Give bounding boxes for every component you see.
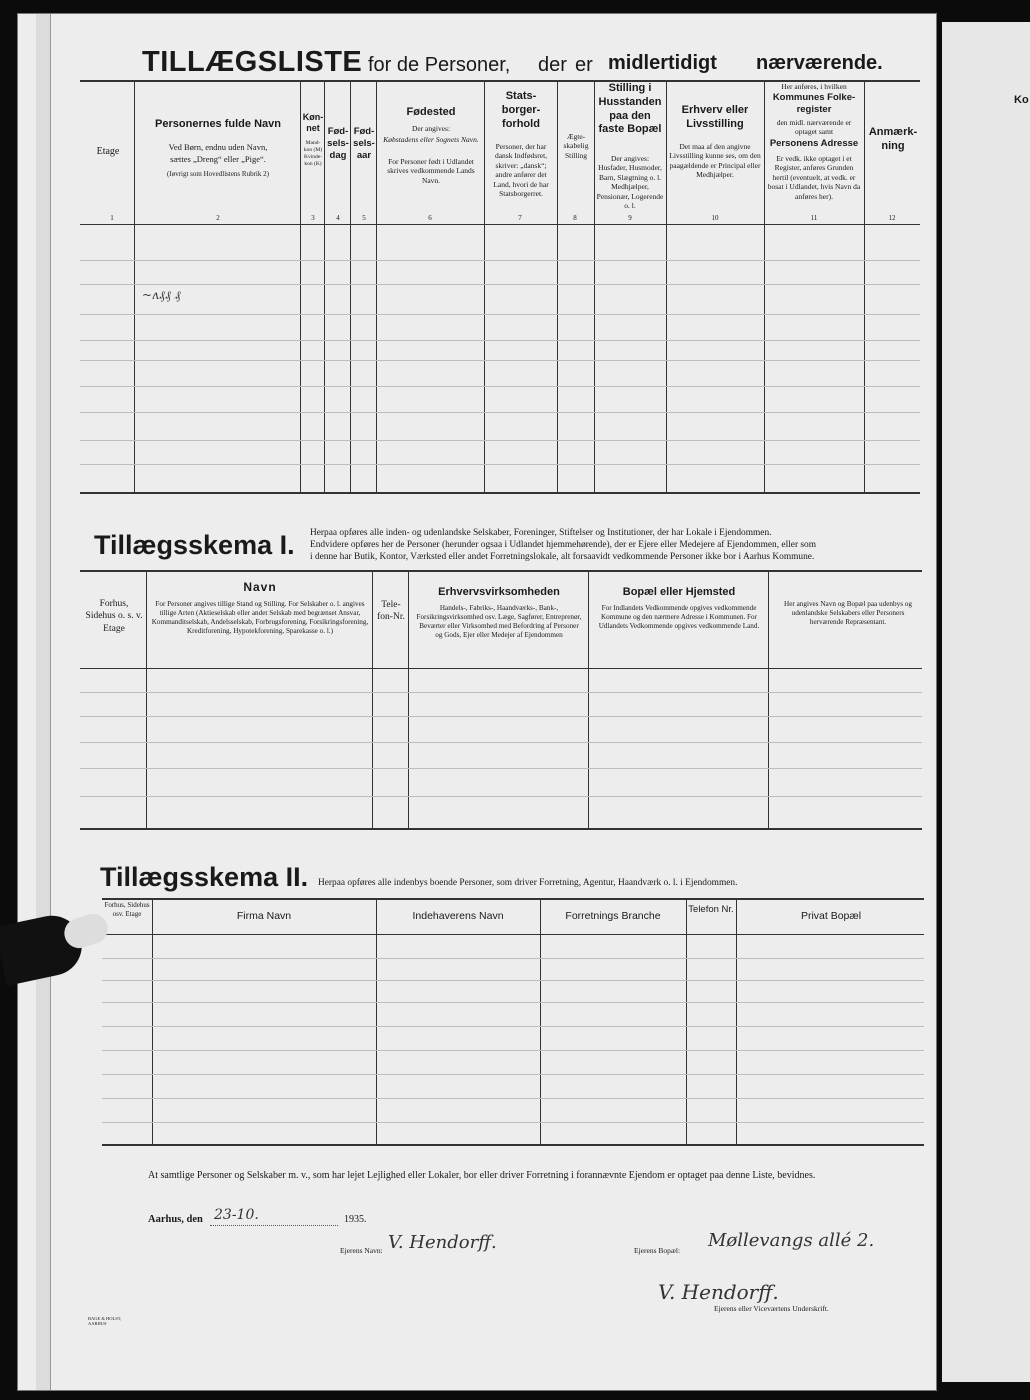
col-name-sub1: Ved Børn, endnu uden Navn, bbox=[168, 142, 268, 152]
s1-col-representative: Her angives Navn og Bopæl paa udenbys og udenlandske Selskabers eller Personers herværende Repræsentant. bbox=[784, 600, 912, 626]
row-rule bbox=[102, 1074, 924, 1075]
s1-col-business: Erhvervsvirksomheden bbox=[438, 586, 560, 598]
col-divider bbox=[594, 82, 595, 492]
col-divider bbox=[152, 900, 153, 1144]
col-register-title: Kommunes Folke-register bbox=[772, 92, 856, 115]
signature-handwritten: V. Hendorff. bbox=[658, 1280, 779, 1304]
schema1-header-bottom bbox=[80, 668, 922, 669]
row-rule bbox=[80, 284, 920, 285]
col-address-title: Personens Adresse bbox=[769, 138, 859, 149]
schema1-intro-3: i denne har Butik, Kontor, Værksted eller andet Forretningslokale, alt forsaavidt vedkommende Personer ikke bor i Aarhus Kommune. bbox=[310, 552, 815, 562]
s1-col-residence: Bopæl eller Hjemsted bbox=[622, 586, 736, 598]
col-remarks: Anmærk-ning bbox=[868, 126, 918, 152]
col-etage: Etage bbox=[96, 146, 120, 157]
date-line bbox=[210, 1225, 338, 1226]
col-divider bbox=[764, 82, 765, 492]
main-title-end: nærværende. bbox=[756, 52, 883, 74]
main-title-mid: for de Personer, bbox=[368, 54, 511, 76]
main-title: TILLÆGSLISTE bbox=[142, 46, 363, 78]
main-header-bottom bbox=[80, 224, 920, 225]
schema1-top bbox=[80, 570, 922, 572]
s2-col-branch: Forretnings Branche bbox=[565, 910, 661, 922]
col-birthplace-sub3: For Personer født i Udlandet skrives vedkommende Lands Navn. bbox=[387, 157, 475, 185]
row-rule bbox=[102, 1002, 924, 1003]
s1-col-name-sub: For Personer angives tillige Stand og Stilling. For Selskaber o. l. angives tillige Arten (Aktieselskab eller andet Selskab med begrænset Ansvar, Kommanditselskab, Andelsselskab, Forbrugsforening, Forsikringsforening, Kreditforening, Hypotekforening, Sparekasse o. l.) bbox=[151, 600, 369, 635]
s1-col-phone: Tele-fon-Nr. bbox=[377, 600, 405, 622]
schema1-title: Tillægsskema I. bbox=[94, 530, 295, 560]
row-rule bbox=[80, 360, 920, 361]
year-label: 1935. bbox=[344, 1214, 367, 1225]
col-divider bbox=[540, 900, 541, 1144]
col-household: Stilling i Husstanden paa den faste Bopæl bbox=[598, 82, 662, 136]
col-divider bbox=[146, 572, 147, 828]
row-rule bbox=[102, 1098, 924, 1099]
row-rule bbox=[102, 1026, 924, 1027]
col-divider bbox=[376, 82, 377, 492]
main-title-der: der bbox=[538, 54, 567, 76]
place-label: Aarhus, den bbox=[148, 1214, 203, 1225]
s2-col-phone: Telefon Nr. bbox=[688, 904, 734, 915]
col-name-title: Personernes fulde Navn bbox=[155, 118, 281, 130]
col-divider bbox=[686, 900, 687, 1144]
col-household-sub: Der angives: Husfader, Husmoder, Barn, Slægtning o. l. Medhjælper, Pensionær, Logerende o. l. bbox=[596, 154, 664, 210]
row-rule bbox=[80, 386, 920, 387]
col-number: 2 bbox=[216, 214, 220, 222]
col-marital: Ægte-skabelig Stilling bbox=[563, 132, 589, 160]
row-rule bbox=[80, 692, 922, 693]
row-rule bbox=[80, 464, 920, 465]
col-number: 7 bbox=[518, 214, 522, 222]
row-rule bbox=[80, 742, 922, 743]
main-title-er: er bbox=[575, 54, 593, 76]
schema1-intro-2: Endvidere opføres her de Personer (herunder ogsaa i Udlandet hjemmehørende), der er Ejere eller Medejere af Ejendommen, eller som bbox=[310, 540, 817, 550]
date-handwritten: 23-10. bbox=[214, 1207, 259, 1223]
col-gender: Køn-net bbox=[302, 112, 324, 134]
main-table-bottom bbox=[80, 492, 920, 494]
col-number: 3 bbox=[311, 214, 315, 222]
schema2-bottom bbox=[102, 1144, 924, 1146]
col-divider bbox=[588, 572, 589, 828]
scribble-mark: ~ʌ₰₰ ₰ bbox=[142, 288, 181, 302]
s1-col-business-sub: Handels-, Fabriks-, Haandværks-, Bank-, Forsikringsvirksomhed osv. Læge, Sagfører, Entreprenør, Beværter eller Virksomhed med Befordring af Personer og Gods, Ejer eller Medejer af Ejendommen bbox=[416, 604, 582, 639]
owner-name-label: Ejerens Navn: bbox=[340, 1246, 383, 1255]
col-register-mid: den midl. nærværende er optaget samt bbox=[776, 118, 852, 137]
col-register-pre: Her anføres, i hvilken bbox=[781, 82, 847, 91]
s2-col-firm: Firma Navn bbox=[236, 910, 292, 922]
col-birthplace: Fødested bbox=[406, 106, 456, 118]
col-divider bbox=[557, 82, 558, 492]
s1-col-etage: Forhus, Sidehus o. s. v. Etage bbox=[85, 599, 143, 634]
adjacent-page bbox=[942, 22, 1030, 1382]
row-rule bbox=[80, 340, 920, 341]
col-gender-sub: Mand-kon (M) Kvinde-kon (K) bbox=[303, 140, 323, 167]
row-rule bbox=[102, 1122, 924, 1123]
row-rule bbox=[80, 716, 922, 717]
col-divider bbox=[376, 900, 377, 1144]
s1-col-residence-sub: For Indlandets Vedkommende opgives vedkommende Kommune og den nærmere Adresse i Kommunen. For Udlandets Vedkommende opgives vedkommende Land. bbox=[598, 604, 760, 630]
col-divider bbox=[864, 82, 865, 492]
schema2-title: Tillægsskema II. bbox=[100, 862, 309, 892]
col-occupation: Erhverv eller Livsstilling bbox=[681, 104, 749, 130]
col-citizenship: Stats-borger-forhold bbox=[501, 90, 541, 130]
row-rule bbox=[80, 796, 922, 797]
schema2-header-bottom bbox=[102, 934, 924, 935]
col-name-sub2: sættes „Dreng“ eller „Pige“. bbox=[170, 154, 266, 164]
col-number: 1 bbox=[110, 214, 114, 222]
main-title-bold: midlertidigt bbox=[608, 52, 717, 74]
col-number: 9 bbox=[628, 214, 632, 222]
col-divider bbox=[484, 82, 485, 492]
col-divider bbox=[372, 572, 373, 828]
col-number: 6 bbox=[428, 214, 432, 222]
owner-name-handwritten: V. Hendorff. bbox=[388, 1232, 497, 1253]
row-rule bbox=[80, 440, 920, 441]
col-divider bbox=[324, 82, 325, 492]
s1-col-name: Navn bbox=[243, 580, 277, 594]
col-birthday: Fød-sels-dag bbox=[327, 126, 349, 161]
row-rule bbox=[102, 958, 924, 959]
binding-strip bbox=[36, 14, 51, 1390]
col-number: 5 bbox=[362, 214, 366, 222]
col-number: 8 bbox=[573, 214, 577, 222]
owner-address-handwritten: Møllevangs allé 2. bbox=[708, 1230, 875, 1251]
col-number: 11 bbox=[810, 214, 818, 222]
signature-label: Ejerens eller Viceværtens Underskrift. bbox=[714, 1304, 829, 1313]
schema1-bottom bbox=[80, 828, 922, 830]
col-divider bbox=[666, 82, 667, 492]
col-birthplace-sub2: Købstadens eller Sognets Navn. bbox=[383, 135, 479, 144]
col-name-sub3: (Iøvrigt som Hovedlistens Rubrik 2) bbox=[167, 170, 269, 178]
printer-mark: BAGE & HOLST, AARHUS bbox=[88, 1316, 122, 1326]
row-rule bbox=[102, 1050, 924, 1051]
declaration-text: At samtlige Personer og Selskaber m. v., som har lejet Lejlighed eller Lokaler, bor eller driver Forretning i forannævnte Ejendom er optaget paa denne Liste, bevidnes. bbox=[148, 1170, 816, 1181]
s2-col-etage: Forhus, Sidehus osv. Etage bbox=[104, 901, 150, 918]
col-number: 12 bbox=[888, 214, 896, 222]
col-number: 4 bbox=[336, 214, 340, 222]
col-divider bbox=[408, 572, 409, 828]
schema1-intro-1: Herpaa opføres alle inden- og udenlandske Selskaber, Foreninger, Stiftelser og Institutioner, der har Lokale i Ejendommen. bbox=[310, 528, 772, 538]
col-register-sub: Er vedk. ikke optaget i et Register, anføres Grunden hertil (eventuelt, at vedk. er bosat i Udlandet, hvis Navn da anføres her). bbox=[767, 154, 861, 201]
row-rule bbox=[102, 980, 924, 981]
owner-address-label-text: Ejerens Bopæl: bbox=[634, 1246, 681, 1255]
col-divider bbox=[350, 82, 351, 492]
row-rule bbox=[80, 768, 922, 769]
col-number: 10 bbox=[711, 214, 719, 222]
col-birthplace-sub1: Der angives: bbox=[411, 124, 451, 133]
schema2-top bbox=[102, 898, 924, 900]
col-occupation-sub: Det maa af den angivne Livsstilling kunne ses, om den paagældende er Principal eller Medhjælper. bbox=[669, 142, 761, 180]
col-citizenship-sub: Personer, der har dansk Indfødsret, skriver: „dansk“; andre anfører det Land, hvori de har Statsborgerret. bbox=[493, 142, 549, 198]
s2-col-owner: Indehaverens Navn bbox=[412, 910, 504, 922]
col-divider bbox=[300, 82, 301, 492]
row-rule bbox=[80, 412, 920, 413]
col-divider bbox=[134, 82, 135, 492]
row-rule bbox=[80, 314, 920, 315]
col-birthyear: Fød-sels-aar bbox=[353, 126, 375, 161]
schema2-intro: Herpaa opføres alle indenbys boende Personer, som driver Forretning, Agentur, Haandværk o. l. i Ejendommen. bbox=[318, 878, 738, 888]
adjacent-page-text: Ko bbox=[1014, 94, 1029, 106]
row-rule bbox=[80, 260, 920, 261]
form-page bbox=[18, 14, 936, 1390]
s2-col-private-address: Privat Bopæl bbox=[800, 910, 862, 922]
col-divider bbox=[736, 900, 737, 1144]
col-divider bbox=[768, 572, 769, 828]
